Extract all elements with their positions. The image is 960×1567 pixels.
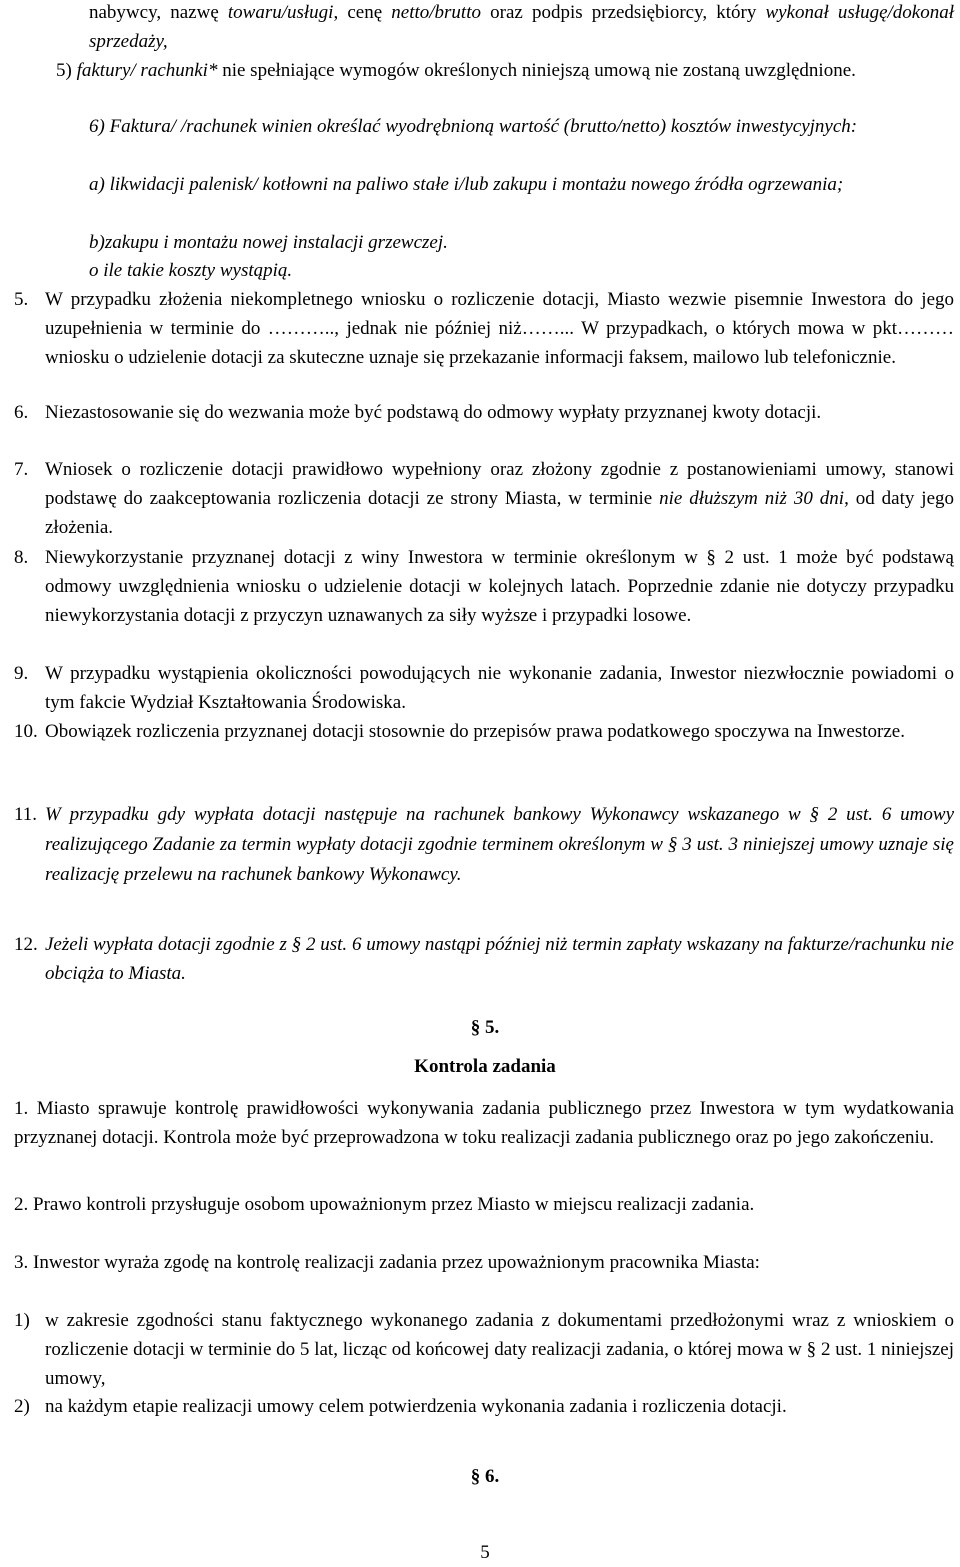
invoice-item-6c — [89, 256, 954, 285]
control-list-item-1 — [14, 1306, 954, 1393]
point-number: 9. — [14, 663, 29, 684]
point-7 — [14, 455, 954, 542]
section-title: Kontrola zadania — [414, 1056, 556, 1077]
text: , cenę — [333, 2, 392, 23]
text: faktury/ rachunki* — [76, 60, 218, 81]
text: towaru/usługi — [227, 2, 334, 23]
invoice-item-6 — [89, 112, 954, 141]
text: a) likwidacji palenisk/ kotłowni na paliwo stałe i/lub zakupu i montażu nowego źródła ogrzewania; — [89, 174, 844, 195]
point-text: W przypadku gdy wypłata dotacji następuje na rachunek bankowy Wykonawcy wskazanego w § 2 ust. 6 umowy realizującego Zadanie za termin wypłaty dotacji zgodnie terminem określonym w § 3 ust. 3 niniejszej umowy uznaje się realizację przelewu na rachunek bankowy Wykonawcy. — [45, 804, 954, 885]
text: Wniosek o rozliczenie dotacji prawidłowo wypełniony oraz złożony zgodnie z postanowieniami umowy, stanowi podstawę do zaakceptowania rozliczenia dotacji ze strony Miasta, w terminie — [45, 459, 954, 509]
text: wykonał usługę/dokonał sprzedaży, — [89, 2, 954, 52]
invoice-item-6b — [89, 228, 954, 257]
point-text: W przypadku wystąpienia okoliczności powodujących nie wykonanie zadania, Inwestor niezwłocznie powiadomi o tym fakcie Wydział Kształtowania Środowiska. — [45, 663, 954, 713]
text: nabywcy, nazwę — [89, 2, 228, 23]
point-number: 7. — [14, 459, 29, 480]
invoice-item-5 — [45, 56, 960, 85]
text: netto/brutto — [391, 2, 481, 23]
list-number: 2) — [14, 1396, 30, 1417]
point-10 — [14, 717, 954, 746]
section-symbol: § 6. — [470, 1466, 500, 1487]
control-paragraph-2: 2. Prawo kontroli przysługuje osobom upoważnionym przez Miasto w miejscu realizacji zadania. — [14, 1194, 755, 1215]
control-list-item-2 — [14, 1392, 954, 1421]
point-number: 8. — [14, 547, 29, 568]
continuation-paragraph — [89, 0, 954, 56]
point-text: Obowiązek rozliczenia przyznanej dotacji stosownie do przepisów prawa podatkowego spoczywa na Inwestorze. — [45, 721, 905, 742]
point-text: Niewykorzystanie przyznanej dotacji z winy Inwestora w terminie określonym w § 2 ust. 1 może być podstawą odmowy uwzględnienia wniosku o udzielenie dotacji w kolejnych latach. Poprzednie zdanie nie dotyczy przypadku niewykorzystania dotacji z przyczyn uznawanych za siły wyższe i przypadki losowe. — [45, 547, 954, 626]
point-number: 10. — [14, 721, 38, 742]
list-text: na każdym etapie realizacji umowy celem potwierdzenia wykonania zadania i rozliczenia dotacji. — [45, 1396, 787, 1417]
point-text: Jeżeli wypłata dotacji zgodnie z § 2 ust. 6 umowy nastąpi później niż termin zapłaty wskazany na fakturze/rachunku nie obciąża to Miasta. — [45, 934, 954, 984]
text: b)zakupu i montażu nowej instalacji grzewczej. — [89, 232, 448, 253]
point-5 — [14, 285, 954, 372]
point-number: 11. — [14, 804, 38, 825]
point-number: 6. — [14, 402, 29, 423]
list-number: 1) — [14, 1310, 30, 1331]
text: 6) Faktura/ /rachunek winien określać wyodrębnioną wartość (brutto/netto) kosztów inwestycyjnych: — [89, 116, 858, 137]
item-number: 5) — [56, 60, 72, 81]
text: nie dłuższym niż 30 dni — [659, 488, 845, 509]
control-paragraph-1: 1. Miasto sprawuje kontrolę prawidłowości wykonywania zadania publicznego przez Inwestora w tym wydatkowania przyznanej dotacji. Kontrola może być przeprowadzona w toku realizacji zadania publicznego oraz po jego zakończeniu. — [14, 1098, 954, 1148]
text: oraz podpis przedsiębiorcy, który — [481, 2, 766, 23]
invoice-item-6a — [89, 170, 954, 199]
point-6 — [14, 398, 954, 427]
point-number: 5. — [14, 289, 29, 310]
point-text — [45, 455, 954, 542]
section-symbol: § 5. — [470, 1017, 500, 1038]
point-text: Niezastosowanie się do wezwania może być podstawą do odmowy wypłaty przyznanej kwoty dotacji. — [45, 402, 822, 423]
control-paragraph-3: 3. Inwestor wyraża zgodę na kontrolę realizacji zadania przez upoważnionym pracownika Miasta: — [14, 1252, 760, 1273]
text: nie spełniające wymogów określonych niniejszą umową nie zostaną uwzględnione. — [217, 60, 856, 81]
text: o ile takie koszty wystąpią. — [89, 260, 293, 281]
text: , od daty jego złożenia. — [45, 488, 954, 538]
point-text: W przypadku złożenia niekompletnego wniosku o rozliczenie dotacji, Miasto wezwie pisemnie Inwestora do jego uzupełnienia w terminie do ……….., jednak nie później niż……... W przypadkach, o których mowa w pkt……… wniosku o udzielenie dotacji za skuteczne uznaje się przekazanie informacji faksem, mailowo lub telefonicznie. — [45, 289, 954, 368]
point-9 — [14, 659, 954, 717]
point-number: 12. — [14, 934, 38, 955]
point-11 — [14, 800, 954, 890]
page-number: 5 — [480, 1542, 490, 1563]
point-12 — [14, 930, 954, 988]
point-8 — [14, 543, 954, 630]
list-text: w zakresie zgodności stanu faktycznego wykonanego zadania z dokumentami przedłożonymi wraz z wnioskiem o rozliczenie dotacji w terminie do 5 lat, licząc od końcowej daty realizacji zadania, o której mowa w § 2 ust. 1 niniejszej umowy, — [45, 1310, 954, 1389]
